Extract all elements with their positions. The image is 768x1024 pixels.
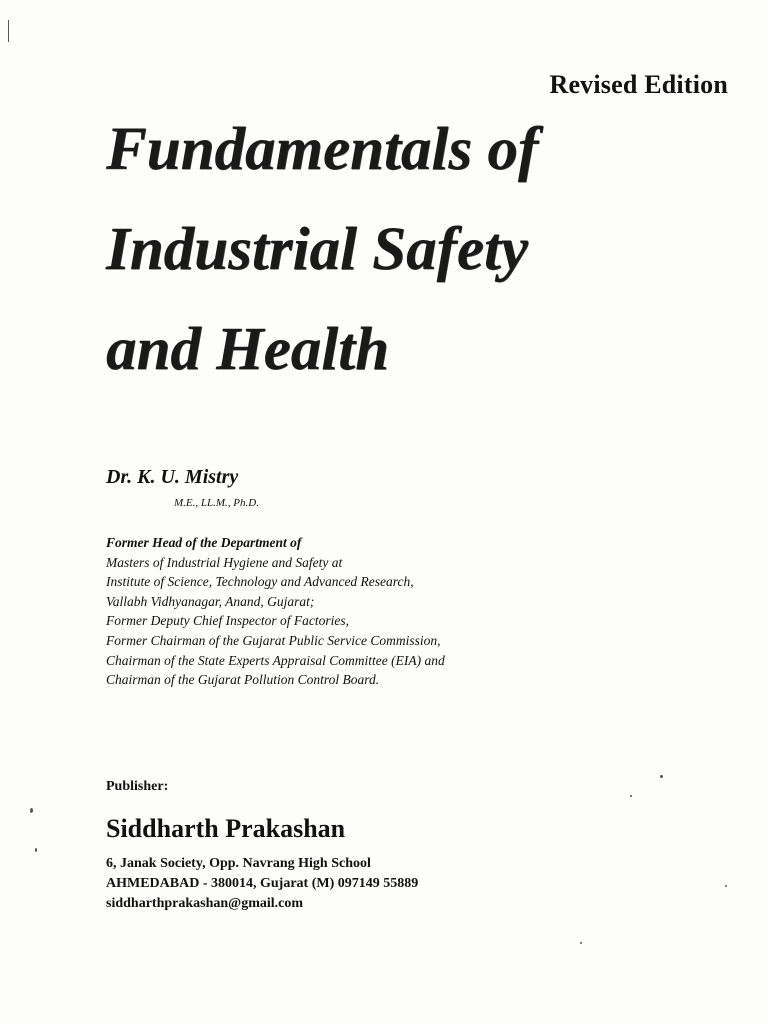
scan-speck: [630, 795, 632, 797]
publisher-email: siddharthprakashan@gmail.com: [106, 896, 304, 911]
publisher-contact: [106, 854, 418, 914]
publisher-name: Siddharth Prakashan: [106, 814, 346, 843]
title-line-2: Industrial Safety: [106, 216, 528, 283]
author-name: Dr. K. U. Mistry: [106, 466, 239, 488]
bio-line: Chairman of the State Experts Appraisal Committee (EIA) and: [106, 652, 445, 668]
bio-line: Former Deputy Chief Inspector of Factories,: [106, 613, 349, 629]
author-degrees: M.E., LL.M., Ph.D.: [174, 497, 259, 509]
scan-speck: [725, 885, 727, 887]
publisher-address-line-1: 6, Janak Society, Opp. Navrang High School: [106, 856, 371, 871]
bio-line: Institute of Science, Technology and Advanced Research,: [106, 574, 414, 590]
bio-line: Masters of Industrial Hygiene and Safety at: [106, 554, 343, 570]
bio-line: Chairman of the Gujarat Pollution Control Board.: [106, 672, 380, 688]
edition-label: Revised Edition: [549, 70, 728, 99]
scan-speck: [580, 942, 582, 944]
scan-speck: [660, 775, 663, 778]
title-line-1: Fundamentals of: [106, 116, 539, 183]
bio-line: Vallabh Vidhyanagar, Anand, Gujarat;: [106, 593, 315, 609]
bio-line: Former Head of the Department of: [106, 535, 302, 550]
publisher-address-line-2: AHMEDABAD - 380014, Gujarat (M) 097149 55889: [106, 876, 419, 891]
bio-line: Former Chairman of the Gujarat Public Service Commission,: [106, 632, 441, 648]
scan-speck: [30, 808, 33, 813]
publisher-label: Publisher:: [106, 779, 169, 794]
title-line-3: and Health: [106, 316, 390, 383]
scan-speck: [8, 20, 9, 42]
book-title: [106, 100, 746, 400]
scan-speck: [35, 848, 37, 852]
author-bio: [106, 533, 566, 690]
